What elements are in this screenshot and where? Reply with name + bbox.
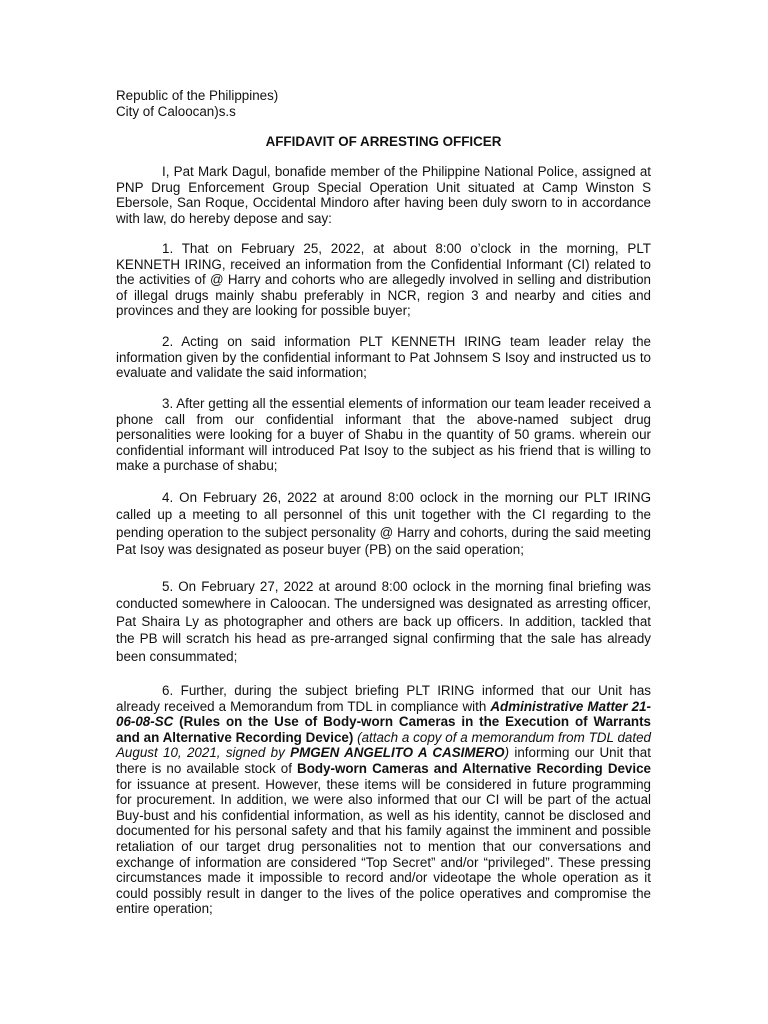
- p6-attach-note: (attach a copy of a memorandum from TDL dated August 10, 2021, signed by: [116, 729, 651, 761]
- paragraph-3: 3. After getting all the essential elements of information our team leader received a phone call from our confidential informant that the above-named subject drug personalities were looking for a buyer of Shabu in the quantity of 50 grams. wherein our confidential informant will introduced Pat Isoy to the subject as his friend that is willing to make a purchase of shabu;: [116, 396, 651, 474]
- paragraph-1: 1. That on February 25, 2022, at about 8:00 o’clock in the morning, PLT KENNETH IRING, received an information from the Confidential Informant (CI) related to the activities of @ Harry and cohorts who are allegedly involved in selling and distribution of illegal drugs mainly shabu preferably in NCR, region 3 and nearby and cities and provinces and they are looking for possible buyer;: [116, 241, 651, 319]
- p6-rules-title: (Rules on the Use of Body-worn Cameras in the Execution of Warrants and an Alternative Recording Device): [116, 714, 651, 745]
- paragraph-4: 4. On February 26, 2022 at around 8:00 oclock in the morning our PLT IRING called up a meeting to all personnel of this unit together with the CI regarding to the pending operation to the subject personality @ Harry and cohorts, during the said meeting Pat Isoy was designated as poseur buyer (PB) on the said operation;: [116, 490, 651, 558]
- p6-signatory: PMGEN ANGELITO A CASIMERO: [290, 745, 505, 761]
- caption-city: City of Caloocan)s.s: [116, 104, 236, 119]
- p6-equipment: Body-worn Cameras and Alternative Recording Device: [297, 760, 651, 776]
- p6-administrative-matter: Administrative Matter 21-06-08-SC: [116, 698, 651, 730]
- paragraph-2: 2. Acting on said information PLT KENNETH IRING team leader relay the information given by the confidential informant to Pat Johnsem S Isoy and instructed us to evaluate and validate the said information;: [116, 334, 651, 381]
- paragraph-5: 5. On February 27, 2022 at around 8:00 oclock in the morning final briefing was conducted somewhere in Caloocan. The undersigned was designated as arresting officer, Pat Shaira Ly as photographer and others are back up officers. In addition, tackled that the PB will scratch his head as pre-arranged signal confirming that the sale has already been consummated;: [116, 579, 651, 664]
- p6-close-paren: ): [504, 745, 510, 761]
- p6-text-2: informing our Unit that there is no available stock of: [116, 745, 651, 776]
- document-title: AFFIDAVIT OF ARRESTING OFFICER: [265, 134, 502, 149]
- paragraph-6: [116, 683, 651, 917]
- caption-republic: Republic of the Philippines): [116, 88, 279, 103]
- intro-paragraph: I, Pat Mark Dagul, bonafide member of the Philippine National Police, assigned at PNP Drug Enforcement Group Special Operation Unit situated at Camp Winston S Ebersole, San Roque, Occidental Mindoro after having been duly sworn to in accordance with law, do hereby depose and say:: [116, 164, 651, 226]
- p6-text-3: for issuance at present. However, these items will be considered in future programming for procurement. In addition, we were also informed that our CI will be part of the actual Buy-bust and his confidential information, as well as his identity, cannot be disclosed and documented for his personal safety and that his family against the imminent and possible retaliation of our target drug personalities not to mention that our conversations and exchange of information are considered “Top Secret” and/or “privileged”. These pressing circumstances made it impossible to record and/or videotape the whole operation as it could possibly result in danger to the lives of the police operatives and compromise the entire operation;: [116, 776, 651, 917]
- p6-text-1: 6. Further, during the subject briefing PLT IRING informed that our Unit has already received a Memorandum from TDL in compliance with: [116, 683, 651, 714]
